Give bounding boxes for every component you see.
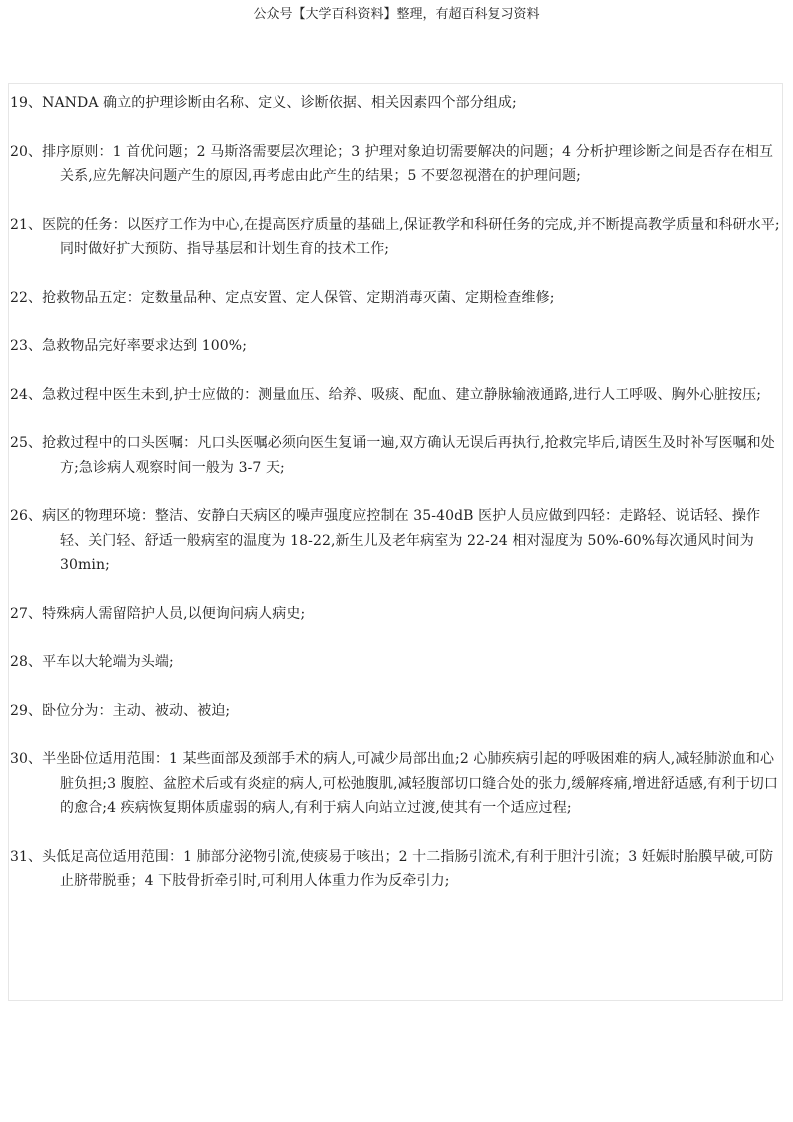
list-item: 25、抢救过程中的口头医嘱：凡口头医嘱必须向医生复诵一遍,双方确认无误后再执行,抢救完毕后,请医生及时补写医嘱和处方;急诊病人观察时间一般为 3-7 天;: [10, 435, 775, 476]
page-header: 公众号【大学百科资料】整理，有超百科复习资料: [253, 7, 540, 22]
list-item: 26、病区的物理环境：整洁、安静白天病区的噪声强度应控制在 35-40dB 医护人员应做到四轻：走路轻、说话轻、操作轻、关门轻、舒适一般病室的温度为 18-22,新生儿及老年病室为 22-24 相对湿度为 50%-60%每次通风时间为 30min;: [10, 508, 761, 573]
list-item: 27、特殊病人需留陪护人员,以便询问病人病史;: [10, 605, 306, 622]
list-item: 29、卧位分为：主动、被动、被迫;: [10, 702, 231, 719]
note-list: [10, 91, 780, 918]
list-item: 19、NANDA 确立的护理诊断由名称、定义、诊断依据、相关因素四个部分组成;: [10, 95, 517, 111]
list-item: 20、排序原则：1 首优问题；2 马斯洛需要层次理论；3 护理对象迫切需要解决的问题；4 分析护理诊断之间是否存在相互关系,应先解决问题产生的原因,再考虑由此产生的结果；5 不要忽视潜在的护理问题;: [10, 143, 774, 184]
list-item: 23、急救物品完好率要求达到 100%;: [10, 338, 248, 354]
list-item: 22、抢救物品五定：定数量品种、定点安置、定人保管、定期消毒灭菌、定期检查维修;: [10, 289, 555, 306]
list-item: 28、平车以大轮端为头端;: [10, 654, 174, 670]
list-item: 31、头低足高位适用范围：1 肺部分泌物引流,使痰易于咳出；2 十二指肠引流术,有利于胆汁引流；3 妊娠时胎膜早破,可防止脐带脱垂；4 下肢骨折牵引时,可利用人体重力作为反牵引力;: [10, 848, 774, 889]
list-item: 21、医院的任务：以医疗工作为中心,在提高医疗质量的基础上,保证教学和科研任务的完成,并不断提高教学质量和科研水平;同时做好扩大预防、指导基层和计划生育的技术工作;: [10, 216, 780, 257]
list-item: 24、急救过程中医生未到,护士应做的：测量血压、给养、吸痰、配血、建立静脉输液通路,进行人工呼吸、胸外心脏按压;: [10, 386, 762, 403]
list-item: 30、半坐卧位适用范围：1 某些面部及颈部手术的病人,可减少局部出血;2 心肺疾病引起的呼吸困难的病人,减轻肺淤血和心脏负担;3 腹腔、盆腔术后或有炎症的病人,可松弛腹肌,减轻腹部切口缝合处的张力,缓解疼痛,增进舒适感,有利于切口的愈合;4 疾病恢复期体质虚弱的病人,有利于病人向站立过渡,使其有一个适应过程;: [10, 751, 778, 816]
